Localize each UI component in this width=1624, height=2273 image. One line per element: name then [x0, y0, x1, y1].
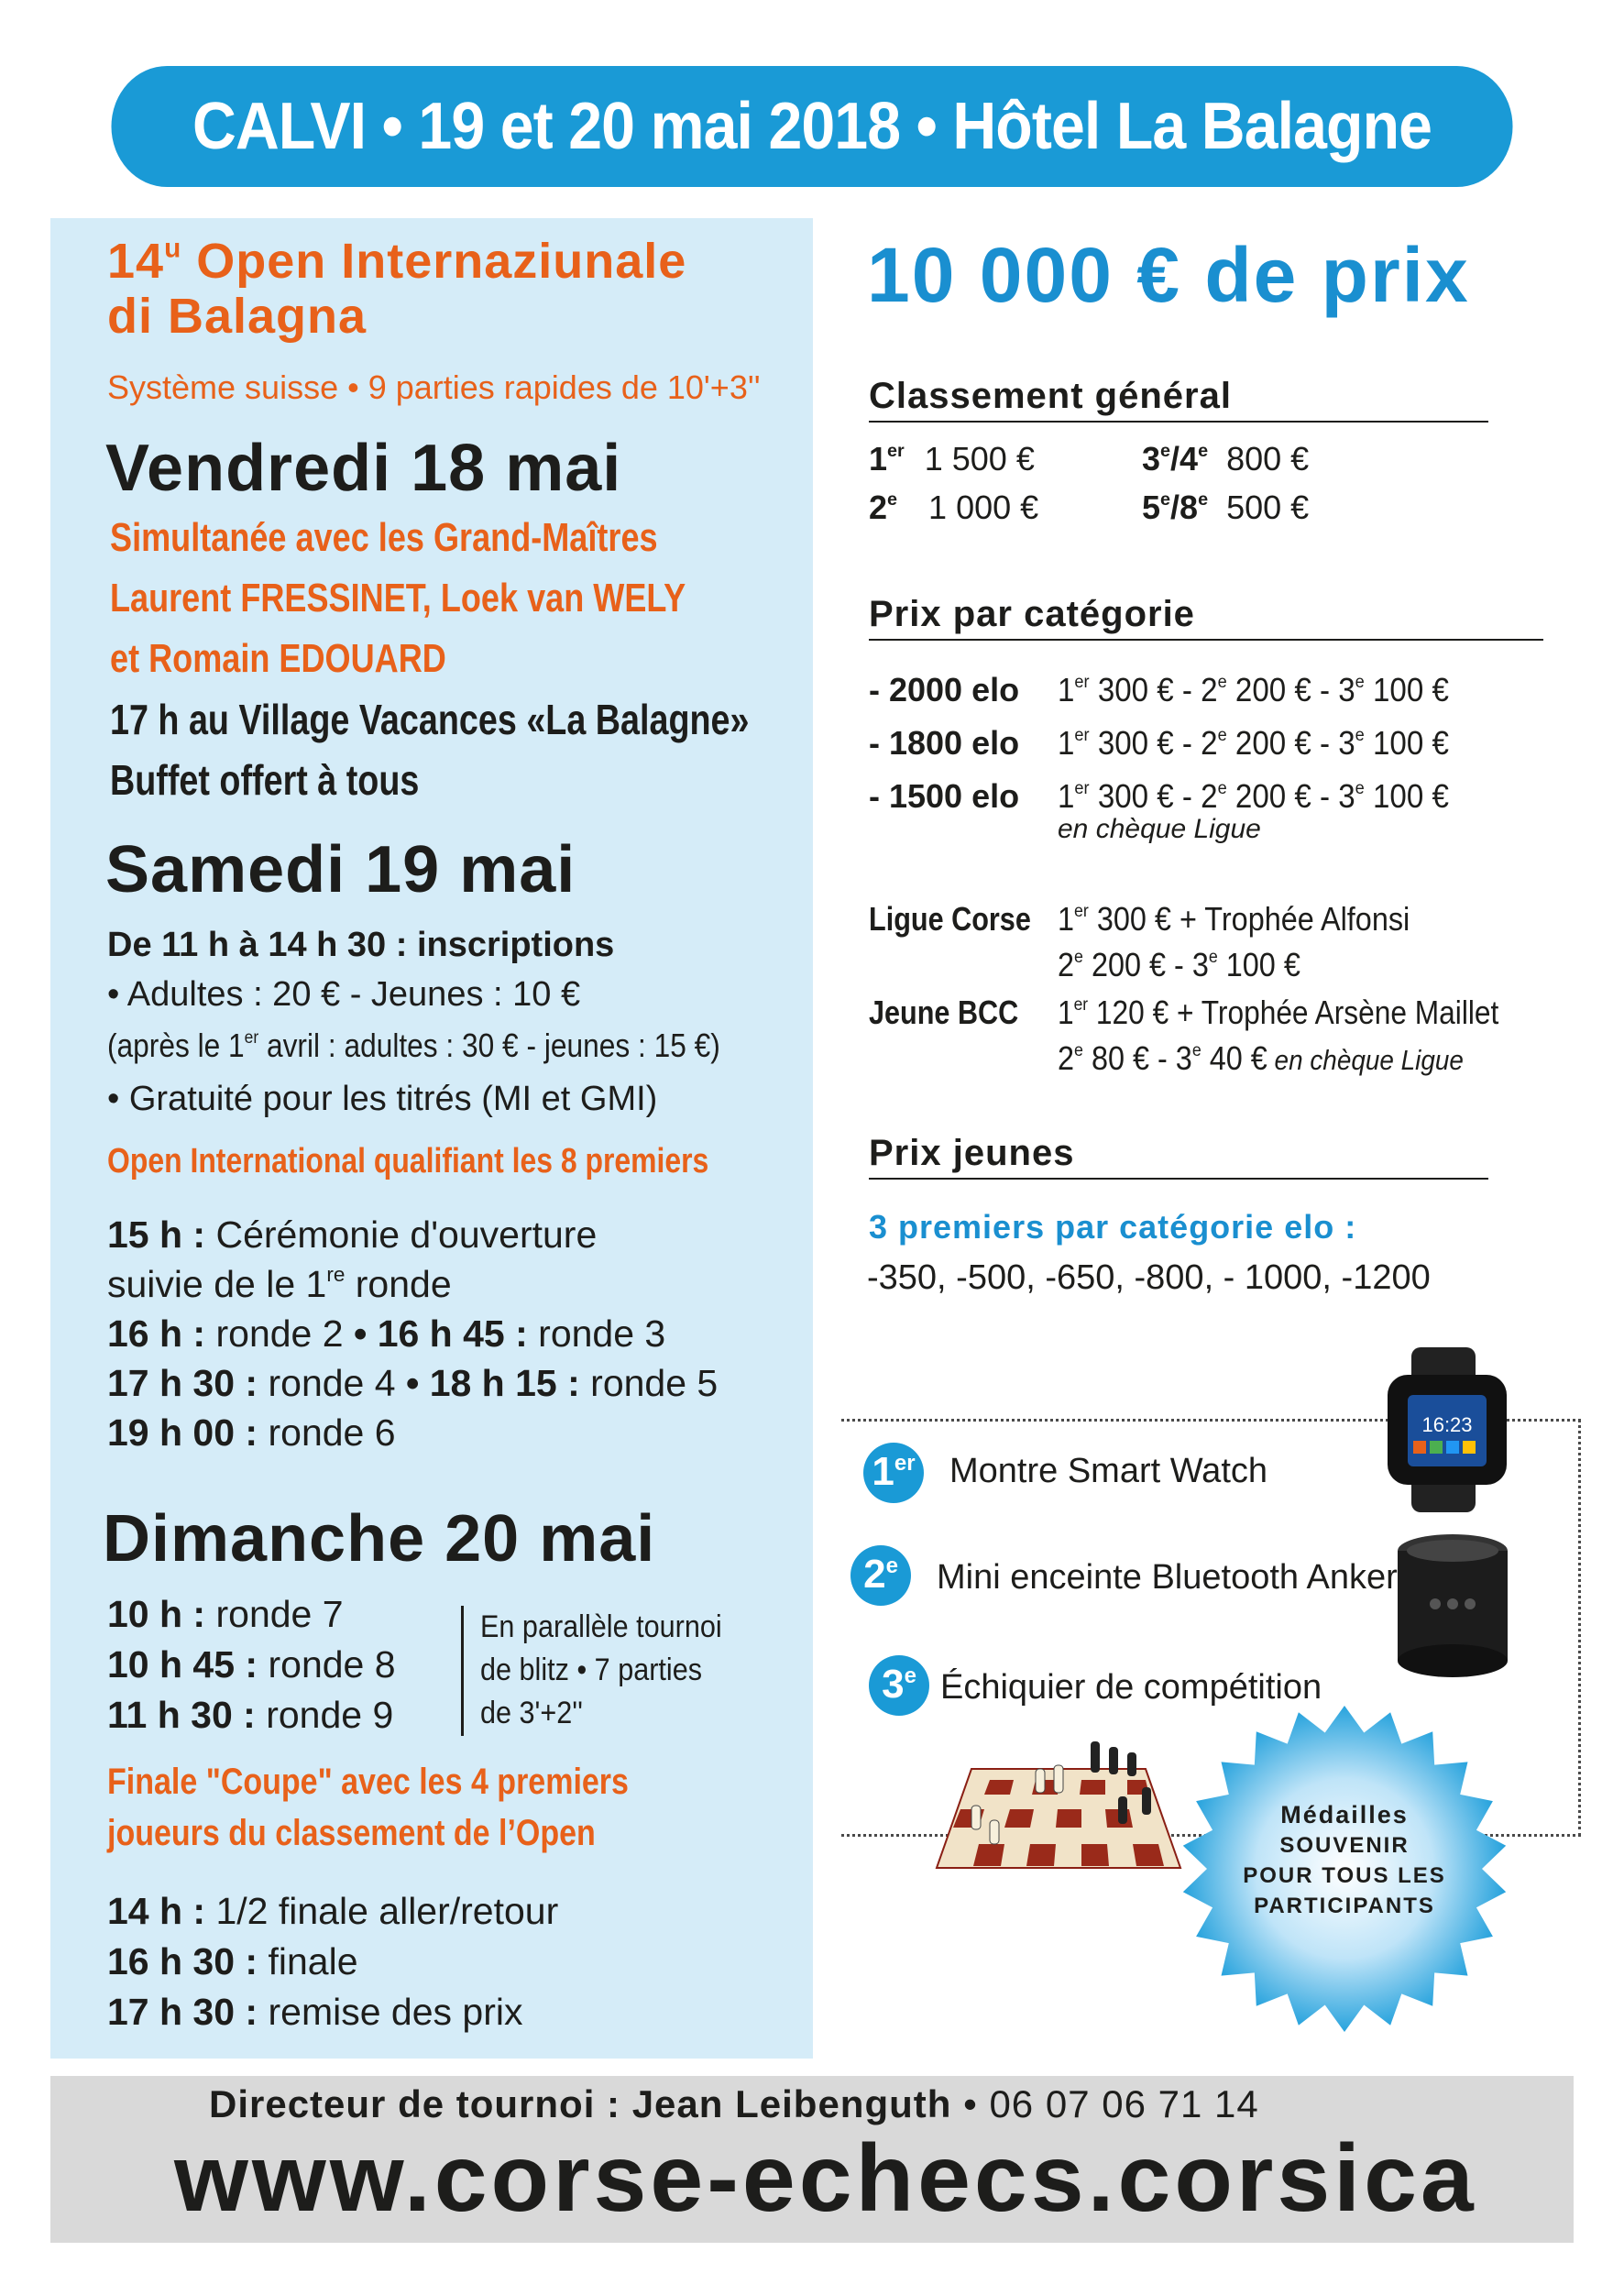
prize-amount: 1 500 € [924, 440, 1035, 478]
final-row [107, 1937, 558, 1987]
general-row-4 [1142, 489, 1309, 527]
late-fees-a: (après le 1 [107, 1027, 245, 1064]
schedule-value: ronde 6 [258, 1411, 396, 1454]
schedule-row [107, 1358, 718, 1408]
lot-num: 1 [872, 1449, 894, 1494]
medals-starburst [1179, 1703, 1510, 2035]
round-row [107, 1589, 396, 1640]
blitz-line-3: de 3'+2'' [480, 1696, 583, 1730]
ligue-label: Ligue Corse [869, 900, 1031, 938]
lot-num: 2 [863, 1552, 886, 1597]
website[interactable] [174, 2125, 1477, 2234]
simul-line-2: Laurent FRESSINET, Loek van WELY [110, 576, 686, 620]
schedule-row [107, 1259, 718, 1309]
final-value: 1/2 finale aller/retour [205, 1890, 559, 1932]
round-time: 10 h : [107, 1593, 206, 1635]
friday-place: 17 h au Village Vacances «La Balagne» [110, 696, 750, 743]
schedule-row [107, 1210, 718, 1259]
schedule-sep: • [405, 1362, 430, 1404]
blitz-line-1: En parallèle tournoi [480, 1609, 722, 1644]
category-row: - 1800 elo 1er 300 € - 2e 200 € - 3e 100 € [869, 717, 1483, 770]
friday-heading: Vendredi 18 mai [105, 432, 622, 505]
category-prize: 100 € [1364, 724, 1449, 762]
final-line-2: joueurs du classement de l’Open [107, 1813, 596, 1853]
rank-sup: e [1198, 441, 1209, 462]
ligue-corse: Ligue Corse 1er 300 € + Trophée Alfonsi 2e 200 € - 3e 100 € [869, 896, 1449, 988]
open-edition: 14 [107, 234, 165, 289]
youth-categories: -350, -500, -650, -800, - 1000, -1200 [867, 1258, 1431, 1297]
schedule-time: 16 h : [107, 1312, 206, 1355]
final-value: remise des prix [258, 1991, 523, 2033]
medals-line-1: Médailles [1280, 1801, 1409, 1828]
rank: 1 [869, 440, 888, 478]
schedule-sup: re [326, 1263, 346, 1287]
friday-buffet: Buffet offert à tous [110, 756, 420, 804]
rank-sup: e [1160, 441, 1171, 462]
prize-amount: 1 000 € [928, 489, 1039, 526]
open-title-text: Open Internaziunale [181, 234, 687, 289]
lot-sup: er [894, 1451, 916, 1476]
category-prize: 200 € - 3 [1226, 724, 1355, 762]
category-row: - 1500 elo 1er 300 € - 2e 200 € - 3e 100 € [869, 770, 1483, 823]
category-table [869, 664, 1483, 823]
open-title-line2: di Balagna [107, 289, 368, 344]
website-link[interactable]: www.corse-echecs.corsica [174, 2125, 1477, 2232]
prize-total: 10 000 € de prix [867, 232, 1470, 318]
rank-sup: e [1198, 489, 1209, 511]
schedule-row [107, 1309, 718, 1358]
rank-sup: er [887, 441, 905, 462]
final-time: 16 h 30 : [107, 1940, 258, 1982]
final-row [107, 1987, 558, 2037]
speaker-icon [1395, 1532, 1510, 1679]
final-time: 17 h 30 : [107, 1991, 258, 2033]
open-title [107, 234, 686, 344]
saturday-fees: • Adultes : 20 € - Jeunes : 10 € [107, 975, 581, 1014]
category-prize: 200 € - 3 [1226, 671, 1355, 708]
qualif-text: Open International qualifiant les 8 premiers [107, 1142, 709, 1180]
chessboard-icon [935, 1732, 1182, 1870]
category-label: - 2000 elo [869, 671, 1020, 708]
jeune-label: Jeune BCC [869, 994, 1019, 1031]
lot-sup: e [904, 1664, 916, 1688]
rank-sup: e [887, 489, 898, 511]
round-row [107, 1640, 396, 1690]
saturday-inscriptions: De 11 h à 14 h 30 : inscriptions [107, 926, 615, 964]
sunday-heading: Dimanche 20 mai [103, 1502, 656, 1576]
medals-line-3: POUR TOUS LES [1243, 1863, 1446, 1888]
schedule-value: ronde 3 [527, 1312, 666, 1355]
jeune-prize-2: 80 € - 3 [1082, 1039, 1192, 1077]
schedule-time: 18 h 15 : [429, 1362, 580, 1404]
category-row: - 2000 elo 1er 300 € - 2e 200 € - 3e 100 € [869, 664, 1483, 717]
director-line [209, 2082, 1259, 2126]
cheque-note: en chèque Ligue [1058, 814, 1261, 844]
schedule-value: ronde 5 [579, 1362, 719, 1404]
ligue-prize-2: 200 € - 3 [1082, 946, 1209, 983]
category-label: - 1500 elo [869, 777, 1020, 815]
open-edition-sup: u [164, 233, 182, 264]
general-row-1 [869, 440, 1035, 478]
director-phone: • 06 07 06 71 14 [951, 2082, 1259, 2125]
blitz-divider [461, 1606, 464, 1736]
saturday-free: • Gratuité pour les titrés (MI et GMI) [107, 1080, 658, 1118]
rank: /8 [1170, 489, 1199, 526]
youth-subtitle: 3 premiers par catégorie elo : [869, 1208, 1357, 1246]
saturday-schedule [107, 1210, 718, 1457]
lot-1-badge [863, 1443, 924, 1503]
lot-sup: e [885, 1554, 898, 1578]
lot-1-label: Montre Smart Watch [949, 1452, 1268, 1490]
open-subtitle: Système suisse • 9 parties rapides de 10'+3'' [107, 368, 761, 406]
lot-num: 3 [882, 1662, 905, 1707]
banner-text: CALVI • 19 et 20 mai 2018 • Hôtel La Balagne [192, 90, 1432, 163]
final-time: 14 h : [107, 1890, 206, 1932]
category-prize: 100 € [1364, 671, 1449, 708]
blitz-line-2: de blitz • 7 parties [480, 1653, 703, 1687]
rank: 2 [869, 489, 888, 526]
smartwatch-icon [1375, 1347, 1521, 1512]
category-title: Prix par catégorie [869, 594, 1543, 641]
round-value: ronde 9 [255, 1694, 394, 1736]
round-time: 11 h 30 : [107, 1694, 256, 1736]
schedule-time: 17 h 30 : [107, 1362, 258, 1404]
rank-sup: e [1160, 489, 1171, 511]
category-prize: 300 € - 2 [1097, 777, 1218, 815]
friday-details [110, 689, 890, 810]
simul-line-1: Simultanée avec les Grand-Maîtres [110, 515, 658, 560]
ligue-prize-3: 100 € [1217, 946, 1300, 983]
category-prize: 100 € [1364, 777, 1449, 815]
youth-title: Prix jeunes [869, 1133, 1488, 1180]
simul-line-3: et Romain EDOUARD [110, 636, 446, 681]
schedule-value: ronde 2 [205, 1312, 354, 1355]
schedule-time: 19 h 00 : [107, 1411, 258, 1454]
jeune-prize-3: 40 € [1201, 1039, 1267, 1077]
smartwatch-time: 16:23 [1421, 1413, 1473, 1436]
lot-3-badge [869, 1655, 929, 1716]
final-value: finale [258, 1940, 358, 1982]
rank: /4 [1170, 440, 1199, 478]
schedule-value: ronde 4 [258, 1362, 406, 1404]
category-prize: 300 € - 2 [1097, 724, 1218, 762]
schedule-row [107, 1408, 718, 1457]
category-label: - 1800 elo [869, 724, 1020, 762]
saturday-qualif [107, 1142, 823, 1181]
saturday-late-fees [107, 1027, 804, 1065]
jeune-cheque-note: en chèque Ligue [1267, 1044, 1464, 1076]
late-fees-b: avril : adultes : 30 € - jeunes : 15 €) [258, 1027, 720, 1064]
medals-line-4: PARTICIPANTS [1254, 1894, 1435, 1918]
lot-3-label: Échiquier de compétition [940, 1668, 1322, 1707]
director-name: Directeur de tournoi : Jean Leibenguth [209, 2082, 952, 2125]
jeune-prize-1: 120 € + Trophée Arsène Maillet [1095, 994, 1499, 1031]
category-prize: 200 € - 3 [1226, 777, 1355, 815]
prize-amount: 800 € [1226, 440, 1310, 478]
schedule-time: 16 h 45 : [377, 1312, 528, 1355]
final-row [107, 1886, 558, 1937]
general-row-2 [869, 489, 1038, 527]
schedule-value: Cérémonie d'ouverture [205, 1213, 598, 1256]
round-value: ronde 7 [205, 1593, 344, 1635]
late-fees-sup: er [244, 1027, 259, 1049]
category-prize: 300 € - 2 [1097, 671, 1218, 708]
final-coupe [107, 1756, 720, 1859]
jeune-bcc: Jeune BCC 1er 120 € + Trophée Arsène Maillet 2e 80 € - 3e 40 € en chèque Ligue [869, 990, 1559, 1083]
schedule-time: 15 h : [107, 1213, 206, 1256]
schedule-value: suivie de le 1 [107, 1263, 327, 1305]
lot-2-badge [850, 1545, 911, 1606]
medals-line-2: SOUVENIR [1279, 1833, 1410, 1858]
blitz-note [480, 1606, 749, 1735]
friday-simul [110, 508, 812, 689]
lot-2-label: Mini enceinte Bluetooth Anker [937, 1558, 1398, 1597]
schedule-sep: • [353, 1312, 378, 1355]
final-line-1: Finale "Coupe" avec les 4 premiers [107, 1762, 629, 1802]
final-schedule [107, 1886, 558, 2037]
general-title: Classement général [869, 376, 1488, 423]
header-banner [111, 66, 1512, 187]
schedule-value: ronde [345, 1263, 452, 1305]
rank: 5 [1142, 489, 1161, 526]
round-time: 10 h 45 : [107, 1643, 258, 1686]
medals-text [1179, 1800, 1510, 1921]
saturday-heading: Samedi 19 mai [105, 833, 576, 906]
rank: 3 [1142, 440, 1161, 478]
sunday-rounds [107, 1589, 396, 1740]
round-value: ronde 8 [258, 1643, 396, 1686]
general-row-3 [1142, 440, 1309, 478]
ligue-prize-1: 300 € + Trophée Alfonsi [1096, 900, 1410, 938]
prize-amount: 500 € [1226, 489, 1310, 526]
round-row [107, 1690, 396, 1740]
